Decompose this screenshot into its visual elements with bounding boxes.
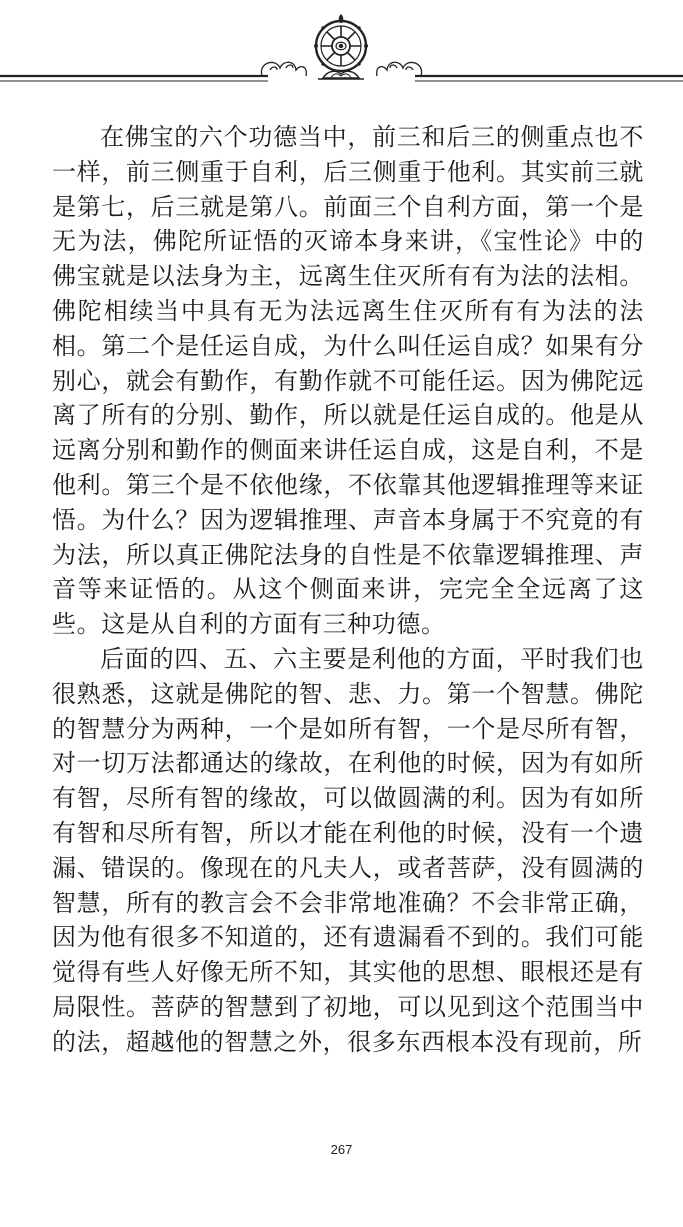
- paragraph: 后面的四、五、六主要是利他的方面，平时我们也很熟悉，这就是佛陀的智、悲、力。第一个智慧。佛陀的智慧分为两种，一个是如所有智，一个是尽所有智，对一切万法都通达的缘故，在利他的时候，因为有如所有智，尽所有智的缘故，可以做圆满的利。因为有如所有智和尽所有智，所以才能在利他的时候，没有一个遗漏、错误的。像现在的凡夫人，或者菩萨，没有圆满的智慧，所有的教言会不会非常地准确？不会非常正确，因为他有很多不知道的，还有遗漏看不到的。我们可能觉得有些人好像无所不知，其实他的思想、眼根还是有局限性。菩萨的智慧到了初地，可以见到这个范围当中的法，超越他的智慧之外，很多东西根本没有现前，所: [52, 644, 644, 1056]
- header-ornament: [0, 0, 683, 100]
- page-number: 267: [330, 1142, 353, 1157]
- body-text: [52, 120, 644, 1060]
- page-header: [0, 0, 683, 100]
- dharma-wheel-icon: [314, 14, 368, 79]
- paragraph: 在佛宝的六个功德当中，前三和后三的侧重点也不一样，前三侧重于自利，后三侧重于他利。其实前三就是第七，后三就是第八。前面三个自利方面，第一个是无为法，佛陀所证悟的灭谛本身来讲，《宝性论》中的佛宝就是以法身为主，远离生住灭所有有为法的法相。佛陀相续当中具有无为法远离生住灭所有有为法的法相。第二个是任运自成，为什么叫任运自成？如果有分别心，就会有勤作，有勤作就不可能任运。因为佛陀远离了所有的分别、勤作，所以就是任运自成的。他是从远离分别和勤作的侧面来讲任运自成，这是自利，不是他利。第三个是不依他缘，不依靠其他逻辑推理等来证悟。为什么？因为逻辑推理、声音本身属于不究竟的有为法，所以真正佛陀法身的自性是不依靠逻辑推理、声音等来证悟的。从这个侧面来讲，完完全全远离了这些。这是从自利的方面有三种功德。: [52, 123, 644, 639]
